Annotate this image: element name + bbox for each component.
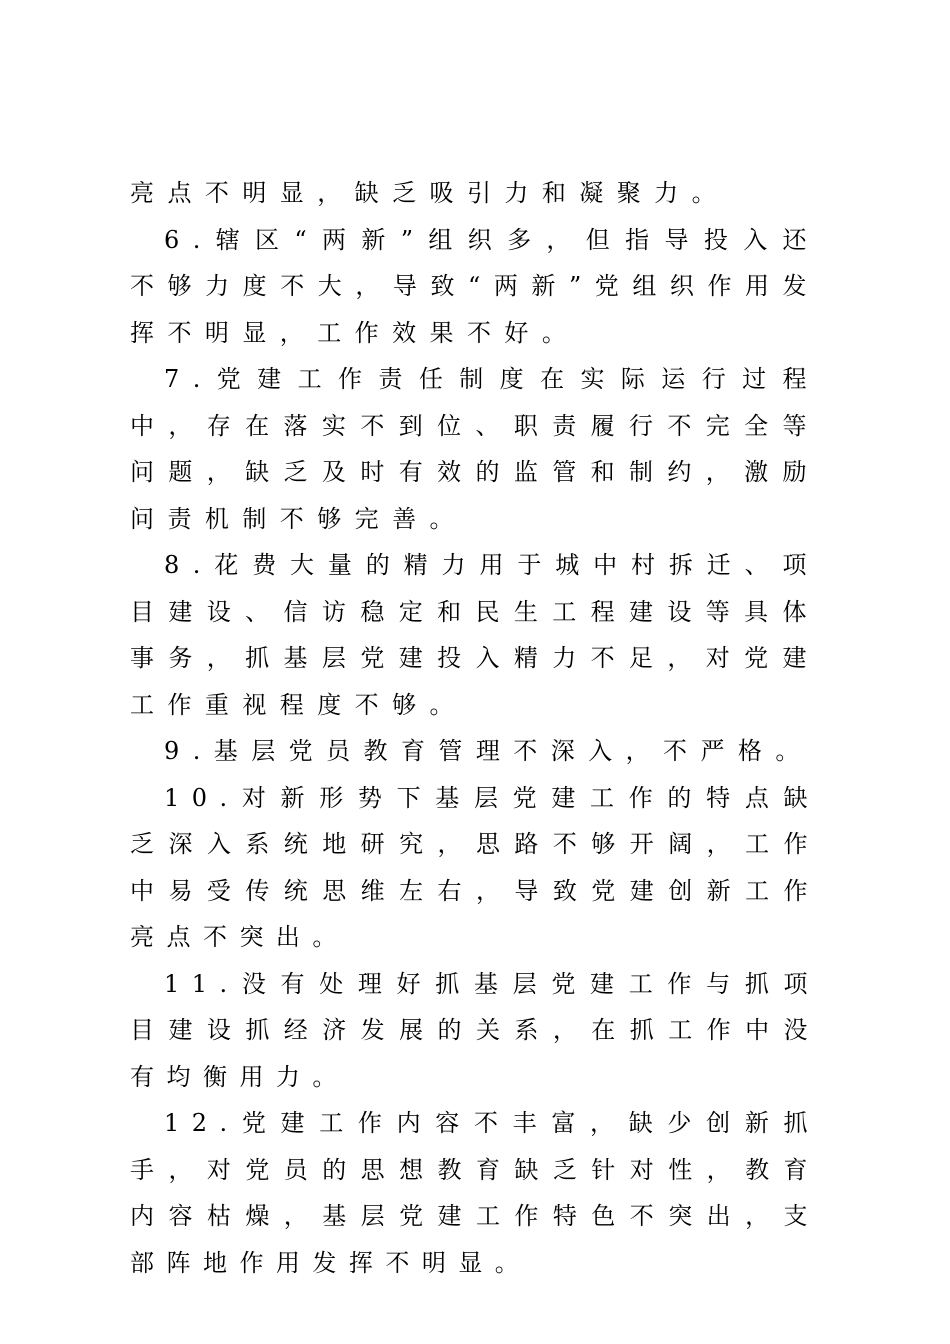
document-body <box>130 170 820 1286</box>
paragraph-continuation: 亮点不明显，缺乏吸引力和凝聚力。 <box>130 179 730 207</box>
list-item-11: 11.没有处理好抓基层党建工作与抓项目建设抓经济发展的关系，在抓工作中没有均衡用力。 <box>130 969 820 1091</box>
list-item-8: 8.花费大量的精力用于城中村拆迁、项目建设、信访稳定和民生工程建设等具体事务，抓基层党建投入精力不足，对党建工作重视程度不够。 <box>130 551 820 719</box>
list-item-9: 9.基层党员教育管理不深入，不严格。 <box>164 737 813 765</box>
list-item-12: 12.党建工作内容不丰富，缺少创新抓手，对党员的思想教育缺乏针对性，教育内容枯燥，基层党建工作特色不突出，支部阵地作用发挥不明显。 <box>130 1109 820 1277</box>
list-item-7: 7.党建工作责任制度在实际运行过程中，存在落实不到位、职责履行不完全等问题，缺乏及时有效的监管和制约，激励问责机制不够完善。 <box>130 365 820 533</box>
list-item-6: 6.辖区“两新”组织多，但指导投入还不够力度不大，导致“两新”党组织作用发挥不明显，工作效果不好。 <box>130 225 820 347</box>
list-item-10: 10.对新形势下基层党建工作的特点缺乏深入系统地研究，思路不够开阔，工作中易受传统思维左右，导致党建创新工作亮点不突出。 <box>130 783 820 951</box>
